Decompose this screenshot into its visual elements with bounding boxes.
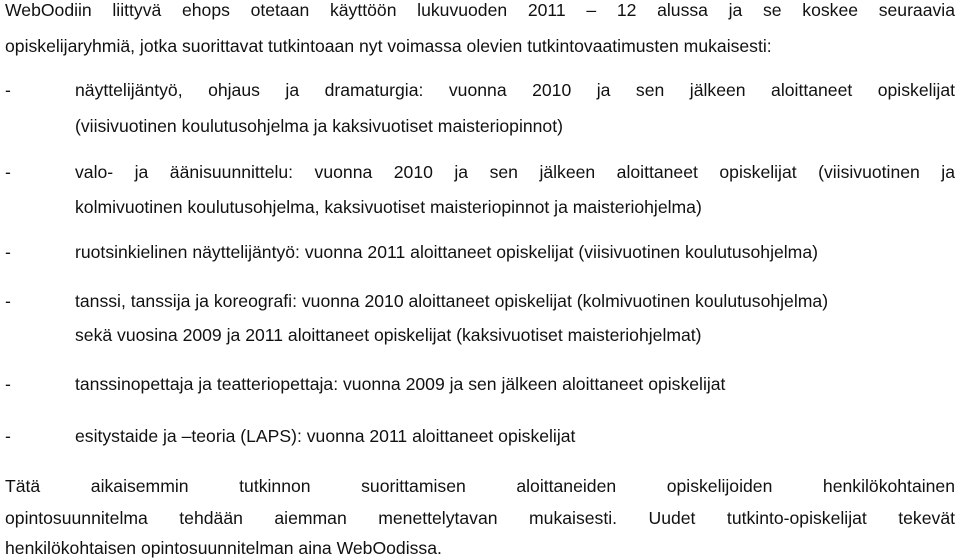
intro-line-1: WebOodiin liittyvä ehops otetaan käyttöön lukuvuoden 2011 – 12 alussa ja se koskee seuraavia: [5, 0, 955, 20]
bullet-marker: -: [5, 162, 11, 182]
list-item-5-line-1: tanssinopettaja ja teatteriopettaja: vuonna 2009 ja sen jälkeen aloittaneet opiskelijat: [75, 374, 726, 394]
list-item-2-line-1: valo- ja äänisuunnittelu: vuonna 2010 ja sen jälkeen aloittaneet opiskelijat (viisivuotinen ja: [75, 162, 955, 182]
closing-line-2: opintosuunnitelma tehdään aiemman menettelytavan mukaisesti. Uudet tutkinto-opiskelijat tekevät: [5, 508, 955, 528]
list-item-1-line-2: (viisivuotinen koulutusohjelma ja kaksivuotiset maisteriopinnot): [75, 116, 563, 136]
list-item-1-line-1: näyttelijäntyö, ohjaus ja dramaturgia: vuonna 2010 ja sen jälkeen aloittaneet opiskelijat: [75, 80, 955, 100]
closing-line-3: henkilökohtaisen opintosuunnitelman aina WebOodissa.: [5, 538, 442, 558]
list-item-4-line-2: sekä vuosina 2009 ja 2011 aloittaneet opiskelijat (kaksivuotiset maisteriohjelmat): [75, 325, 702, 345]
list-item-4-line-1: tanssi, tanssija ja koreografi: vuonna 2010 aloittaneet opiskelijat (kolmivuotinen koulutusohjelma): [75, 291, 829, 311]
closing-line-1: Tätä aikaisemmin tutkinnon suorittamisen aloittaneiden opiskelijoiden henkilökohtainen: [5, 476, 955, 496]
list-item-3-line-1: ruotsinkielinen näyttelijäntyö: vuonna 2011 aloittaneet opiskelijat (viisivuotinen koulutusohjelma): [75, 242, 818, 262]
bullet-marker: -: [5, 291, 11, 311]
list-item-2-line-2: kolmivuotinen koulutusohjelma, kaksivuotiset maisteriopinnot ja maisteriohjelma): [75, 197, 702, 217]
list-item-6-line-1: esitystaide ja –teoria (LAPS): vuonna 2011 aloittaneet opiskelijat: [75, 426, 576, 446]
bullet-marker: -: [5, 374, 11, 394]
bullet-marker: -: [5, 80, 11, 100]
bullet-marker: -: [5, 426, 11, 446]
bullet-marker: -: [5, 242, 11, 262]
intro-line-2: opiskelijaryhmiä, jotka suorittavat tutkintoaan nyt voimassa olevien tutkintovaatimusten mukaisesti:: [5, 36, 772, 56]
